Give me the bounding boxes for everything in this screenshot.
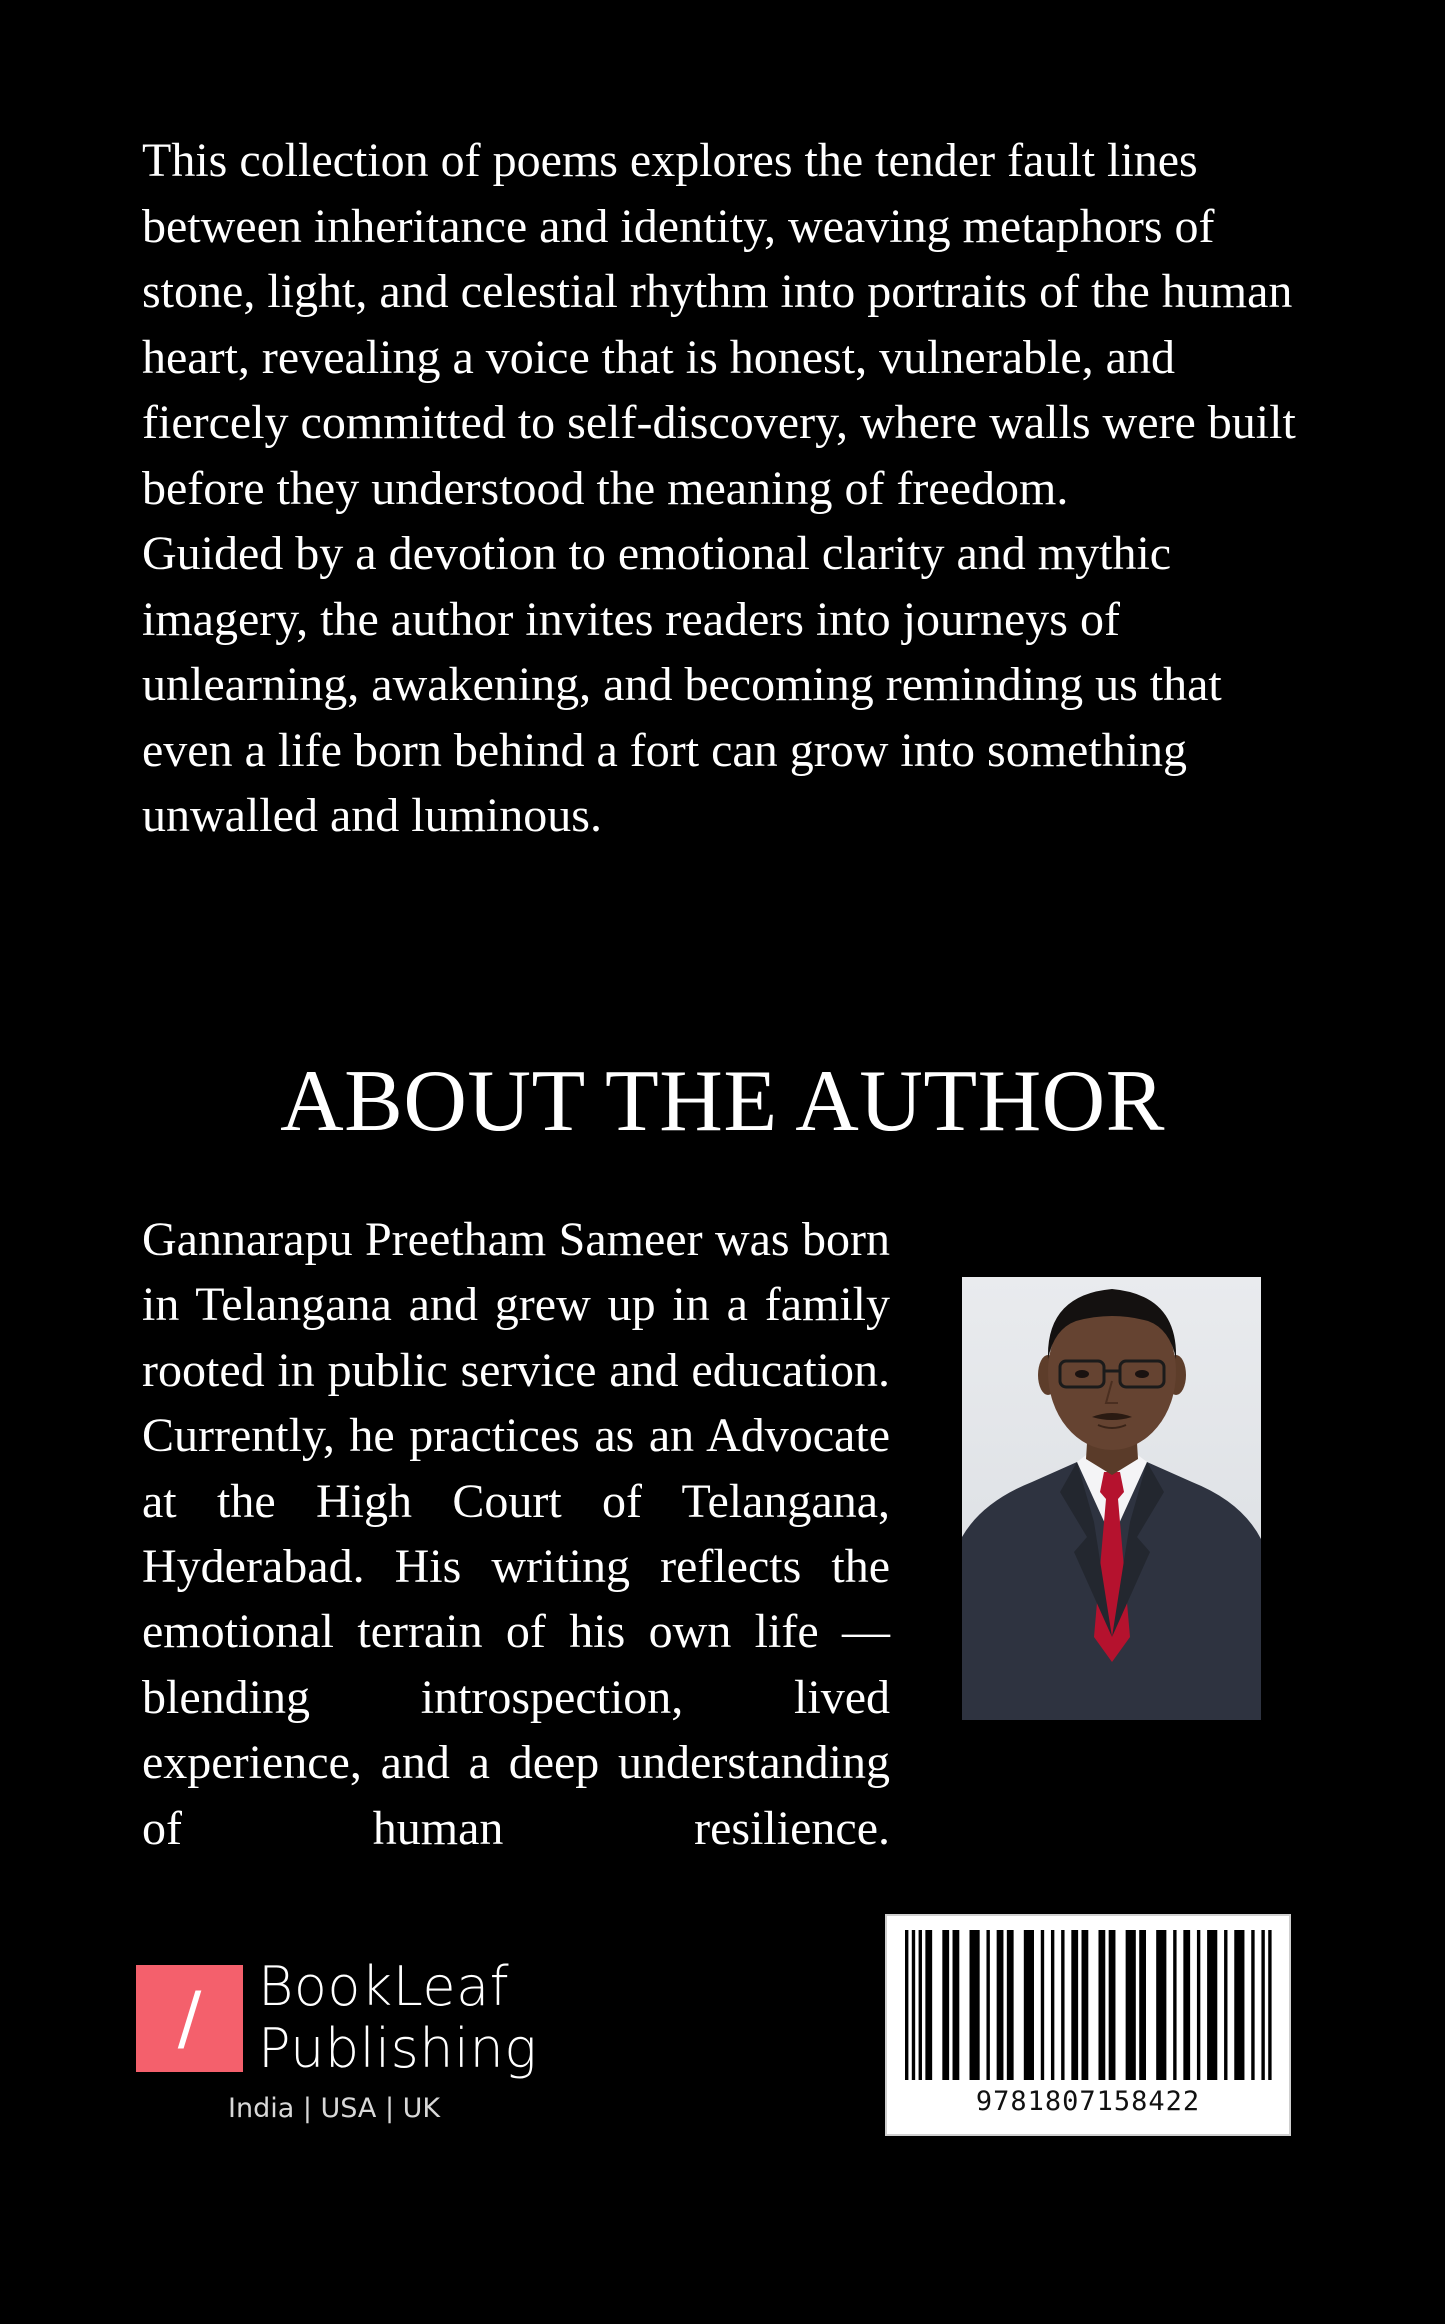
publisher-name <box>258 1956 537 2080</box>
author-bio: Gannarapu Preetham Sameer was born in Telangana and grew up in a family rooted in public service and education. Currently, he practices as an Advocate at the High Court of Telangana, Hyderabad. His writing reflects the emotional terrain of his own life — blending introspection, lived experience, and a deep understanding of human resilience. <box>142 1213 890 1855</box>
slash-glyph: / <box>177 1977 202 2059</box>
blurb-paragraph-1: This collection of poems explores the tender fault lines between inheritance and identity, weaving metaphors of stone, light, and celestial rhythm into portraits of the human heart, revealing a voice that is honest, vulnerable, and fiercely committed to self-discovery, where walls were built before they understood the meaning of freedom. <box>142 134 1296 515</box>
isbn-number: 9781807158422 <box>975 2086 1201 2117</box>
barcode-bar <box>1041 1930 1044 2080</box>
author-portrait-illustration <box>962 1277 1261 1720</box>
book-blurb <box>142 128 1322 849</box>
barcode-bar <box>1261 1930 1264 2080</box>
barcode-bar <box>1251 1930 1254 2080</box>
barcode-bar <box>1071 1930 1078 2080</box>
barcode-bar <box>1126 1930 1136 2080</box>
publisher-regions: India | USA | UK <box>228 2093 441 2124</box>
barcode-bar <box>1224 1930 1227 2080</box>
barcode-bars <box>905 1930 1275 2080</box>
barcode-bar <box>1183 1930 1190 2080</box>
author-photo <box>962 1277 1261 1720</box>
blurb-paragraph-2: Guided by a devotion to emotional clarity and mythic imagery, the author invites readers into journeys of unlearning, awakening, and becoming reminding us that even a life born behind a fort can grow into something unwalled and luminous. <box>142 527 1222 842</box>
barcode-bar <box>953 1930 960 2080</box>
barcode-bar <box>1268 1930 1271 2080</box>
barcode-bar <box>1051 1930 1054 2080</box>
barcode-bar <box>912 1930 915 2080</box>
barcode-bar <box>1139 1930 1146 2080</box>
barcode-bar <box>970 1930 980 2080</box>
about-author-heading: ABOUT THE AUTHOR <box>280 1053 1165 1150</box>
barcode-bar <box>1234 1930 1244 2080</box>
barcode-bar <box>1109 1930 1116 2080</box>
barcode-bar <box>1061 1930 1064 2080</box>
publisher-mark <box>136 1965 243 2072</box>
publisher-logo <box>136 1955 556 2132</box>
barcode-bar <box>1007 1930 1014 2080</box>
barcode-bar <box>1156 1930 1166 2080</box>
barcode-bar <box>1024 1930 1034 2080</box>
barcode-bar <box>1098 1930 1105 2080</box>
barcode-bar <box>997 1930 1004 2080</box>
isbn-barcode <box>885 1914 1291 2136</box>
barcode-bar <box>919 1930 922 2080</box>
publisher-name-line-2: Publishing <box>258 2017 538 2080</box>
barcode-bar <box>942 1930 949 2080</box>
barcode-bar <box>1207 1930 1217 2080</box>
barcode-bar <box>986 1930 989 2080</box>
barcode-bar <box>1082 1930 1089 2080</box>
barcode-bar <box>1197 1930 1200 2080</box>
barcode-bar <box>925 1930 932 2080</box>
publisher-name-line-1: BookLeaf <box>258 1955 510 2018</box>
barcode-bar <box>1173 1930 1176 2080</box>
barcode-bar <box>905 1930 908 2080</box>
